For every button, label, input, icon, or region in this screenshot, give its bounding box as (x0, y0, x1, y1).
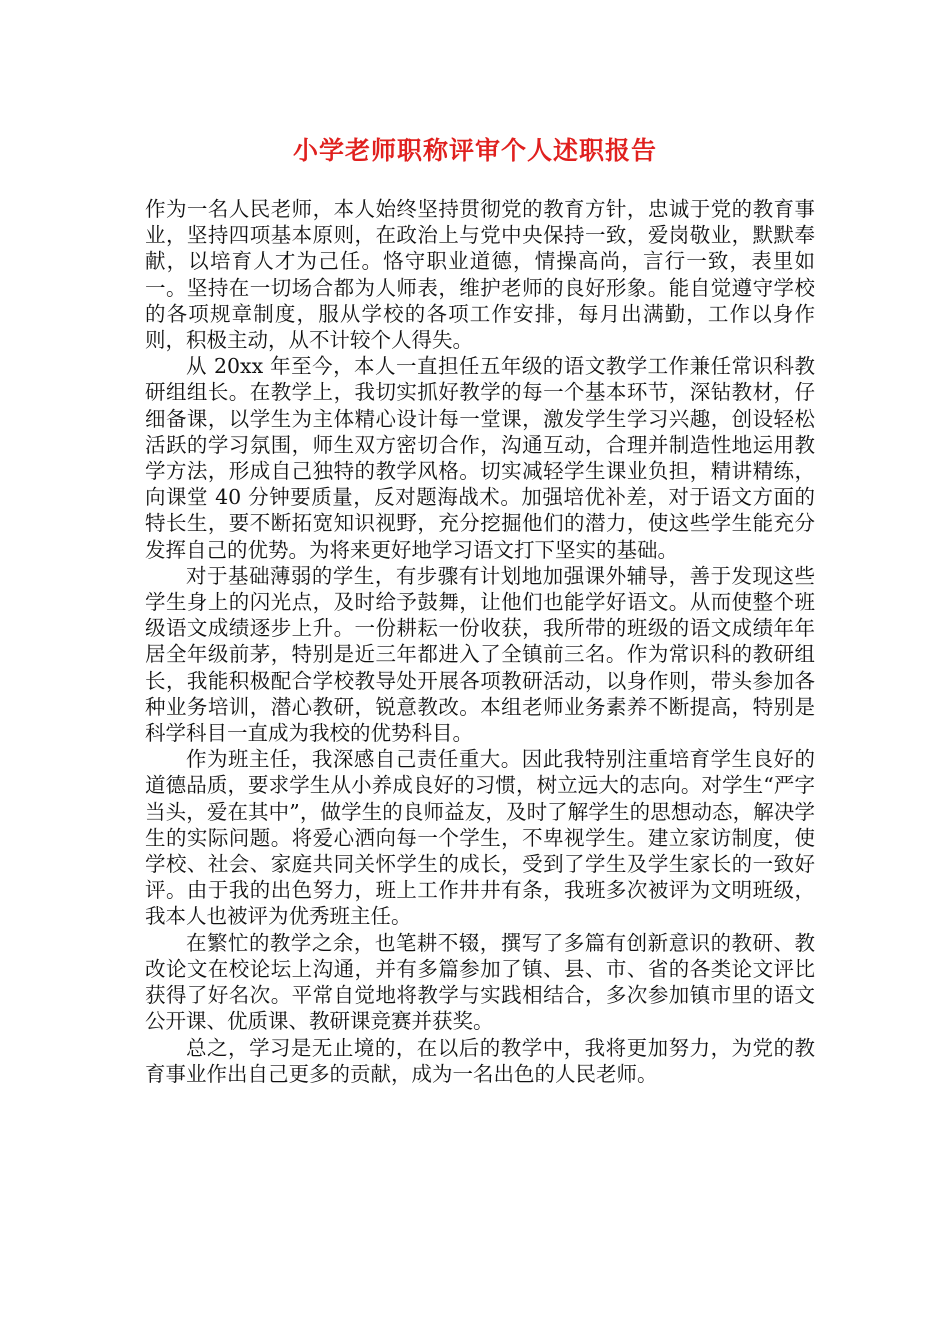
paragraph-1: 作为一名人民老师，本人始终坚持贯彻党的教育方针，忠诚于党的教育事业，坚持四项基本原则，在政治上与党中央保持一致，爱岗敬业，默默奉献，以培育人才为己任。恪守职业道德，情操高尚，言行一致，表里如一。坚持在一切场合都为人师表，维护老师的良好形象。能自觉遵守学校的各项规章制度，服从学校的各项工作安排，每月出满勤，工作以身作则，积极主动，从不计较个人得失。 (145, 197, 815, 353)
document-body (145, 196, 815, 1087)
document-title: 小学老师职称评审个人述职报告 (292, 136, 657, 165)
paragraph-4: 作为班主任，我深感自己责任重大。因此我特别注重培育学生良好的道德品质，要求学生从小养成良好的习惯，树立远大的志向。对学生“严字当头，爱在其中”，做学生的良师益友，及时了解学生的思想动态，解决学生的实际问题。将爱心洒向每一个学生，不卑视学生。建立家访制度，使学校、社会、家庭共同关怀学生的成长，受到了学生及学生家长的一致好评。由于我的出色努力，班上工作井井有条，我班多次被评为文明班级，我本人也被评为优秀班主任。 (145, 747, 815, 929)
paragraph-3: 对于基础薄弱的学生，有步骤有计划地加强课外辅导，善于发现这些学生身上的闪光点，及时给予鼓舞，让他们也能学好语文。从而使整个班级语文成绩逐步上升。一份耕耘一份收获，我所带的班级的语文成绩年年居全年级前茅，特别是近三年都进入了全镇前三名。作为常识科的教研组长，我能积极配合学校教导处开展各项教研活动，以身作则，带头参加各种业务培训，潜心教研，锐意教改。本组老师业务素养不断提高，特别是科学科目一直成为我校的优势科目。 (145, 563, 815, 746)
paragraph-6: 总之，学习是无止境的，在以后的教学中，我将更加努力，为党的教育事业作出自己更多的贡献，成为一名出色的人民老师。 (145, 1035, 815, 1086)
paragraph-2: 从 20xx 年至今，本人一直担任五年级的语文教学工作兼任常识科教研组组长。在教学上，我切实抓好教学的每一个基本环节，深钻教材，仔细备课，以学生为主体精心设计每一堂课，激发学生学习兴趣，创设轻松活跃的学习氛围，师生双方密切合作，沟通互动，合理并制造性地运用教学方法，形成自己独特的教学风格。切实减轻学生课业负担，精讲精练，向课堂 40 分钟要质量，反对题海战术。加强培优补差，对于语文方面的特长生，要不断拓宽知识视野，充分挖掘他们的潜力，使这些学生能充分发挥自己的优势。为将来更好地学习语文打下坚实的基础。 (145, 354, 815, 562)
paragraph-5: 在繁忙的教学之余，也笔耕不辍，撰写了多篇有创新意识的教研、教改论文在校论坛上沟通，并有多篇参加了镇、县、市、省的各类论文评比获得了好名次。平常自觉地将教学与实践相结合，多次参加镇市里的语文公开课、优质课、教研课竞赛并获奖。 (145, 930, 815, 1034)
